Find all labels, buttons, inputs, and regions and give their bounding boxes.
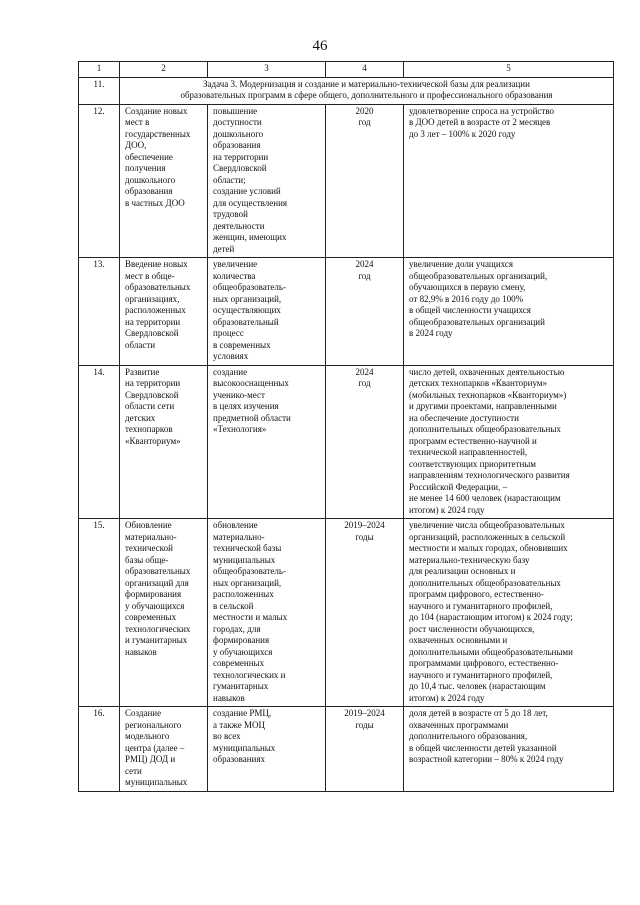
result-cell: увеличение числа общеобразовательных организаций, расположенных в сельской местности и малых городах, обновивших материально-техническую базу для реализации основных и дополнительных общеобразовательных программ цифрового, естественно- научного и гуманитарного профилей, до 104 (нарастающим итогом) к 2024 году; рост численности обучающихся, охваченных основными и дополнительными общеобразовательными программами цифрового, естественно- научного и гуманитарного профилей, до 10,4 тыс. человек (нарастающим итогом) к 2024 году	[404, 519, 614, 707]
event-cell: Обновление материально- технической базы обще- образовательных организаций для формирования у обучающихся современных технологических и гуманитарных навыков	[120, 519, 208, 707]
table-row	[79, 365, 614, 519]
term-cell: 2019–2024 годы	[326, 519, 404, 707]
column-number: 1	[79, 62, 120, 78]
result-cell: удовлетворение спроса на устройство в ДОО детей в возрасте от 2 месяцев до 3 лет – 100% к 2020 году	[404, 104, 614, 258]
column-number: 5	[404, 62, 614, 78]
column-number: 3	[208, 62, 326, 78]
measures-table	[78, 61, 614, 792]
table-row	[79, 707, 614, 792]
column-number: 2	[120, 62, 208, 78]
term-cell: 2019–2024 годы	[326, 707, 404, 792]
term-cell: 2020 год	[326, 104, 404, 258]
table-row	[79, 104, 614, 258]
row-number: 11.	[79, 77, 120, 104]
result-cell: увеличение доли учащихся общеобразовательных организаций, обучающихся в первую смену, от 82,9% в 2016 году до 100% в общей численности учащихся общеобразовательных организаций в 2024 году	[404, 258, 614, 366]
column-number-row	[79, 62, 614, 78]
row-number: 15.	[79, 519, 120, 707]
event-cell: Развитие на территории Свердловской области сети детских технопарков «Кванториум»	[120, 365, 208, 519]
term-cell: 2024 год	[326, 258, 404, 366]
event-cell: Создание регионального модельного центра (далее – РМЦ) ДОД и сети муниципальных	[120, 707, 208, 792]
result-cell: доля детей в возрасте от 5 до 18 лет, охваченных программами дополнительного образования, в общей численности детей указанной возрастной категории – 80% к 2024 году	[404, 707, 614, 792]
task-row	[79, 77, 614, 104]
event-cell: Введение новых мест в обще- образовательных организациях, расположенных на территории Свердловской области	[120, 258, 208, 366]
row-number: 13.	[79, 258, 120, 366]
row-number: 12.	[79, 104, 120, 258]
table-row	[79, 258, 614, 366]
goal-cell: повышение доступности дошкольного образования на территории Свердловской области; создание условий для осуществления трудовой деятельности женщин, имеющих детей	[208, 104, 326, 258]
row-number: 16.	[79, 707, 120, 792]
goal-cell: увеличение количества общеобразователь- ных организаций, осуществляющих образовательный процесс в современных условиях	[208, 258, 326, 366]
result-cell: число детей, охваченных деятельностью детских технопарков «Кванториум» (мобильных технопарков «Кванториум») и другими проектами, направленными на обеспечение доступности дополнительных общеобразовательных программ естественно-научной и технической направленностей, соответствующих приоритетным направлениям технологического развития Российской Федерации, – не менее 14 600 человек (нарастающим итогом) к 2024 году	[404, 365, 614, 519]
row-number: 14.	[79, 365, 120, 519]
task-heading: Задача 3. Модернизация и создание и материально-технической базы для реализации образовательных программ в сфере общего, дополнительного и профессионального образования	[120, 77, 614, 104]
event-cell: Создание новых мест в государственных ДОО, обеспечение получения дошкольного образования в частных ДОО	[120, 104, 208, 258]
column-number: 4	[326, 62, 404, 78]
term-cell: 2024 год	[326, 365, 404, 519]
goal-cell: обновление материально- технической базы муниципальных общеобразователь- ных организаций, расположенных в сельской местности и малых городах, для формирования у обучающихся современных технологических и гуманитарных навыков	[208, 519, 326, 707]
table-row	[79, 519, 614, 707]
page-number: 46	[312, 38, 328, 54]
goal-cell: создание высокооснащенных ученико-мест в целях изучения предметной области «Технология»	[208, 365, 326, 519]
goal-cell: создание РМЦ, а также МОЦ во всех муниципальных образованиях	[208, 707, 326, 792]
